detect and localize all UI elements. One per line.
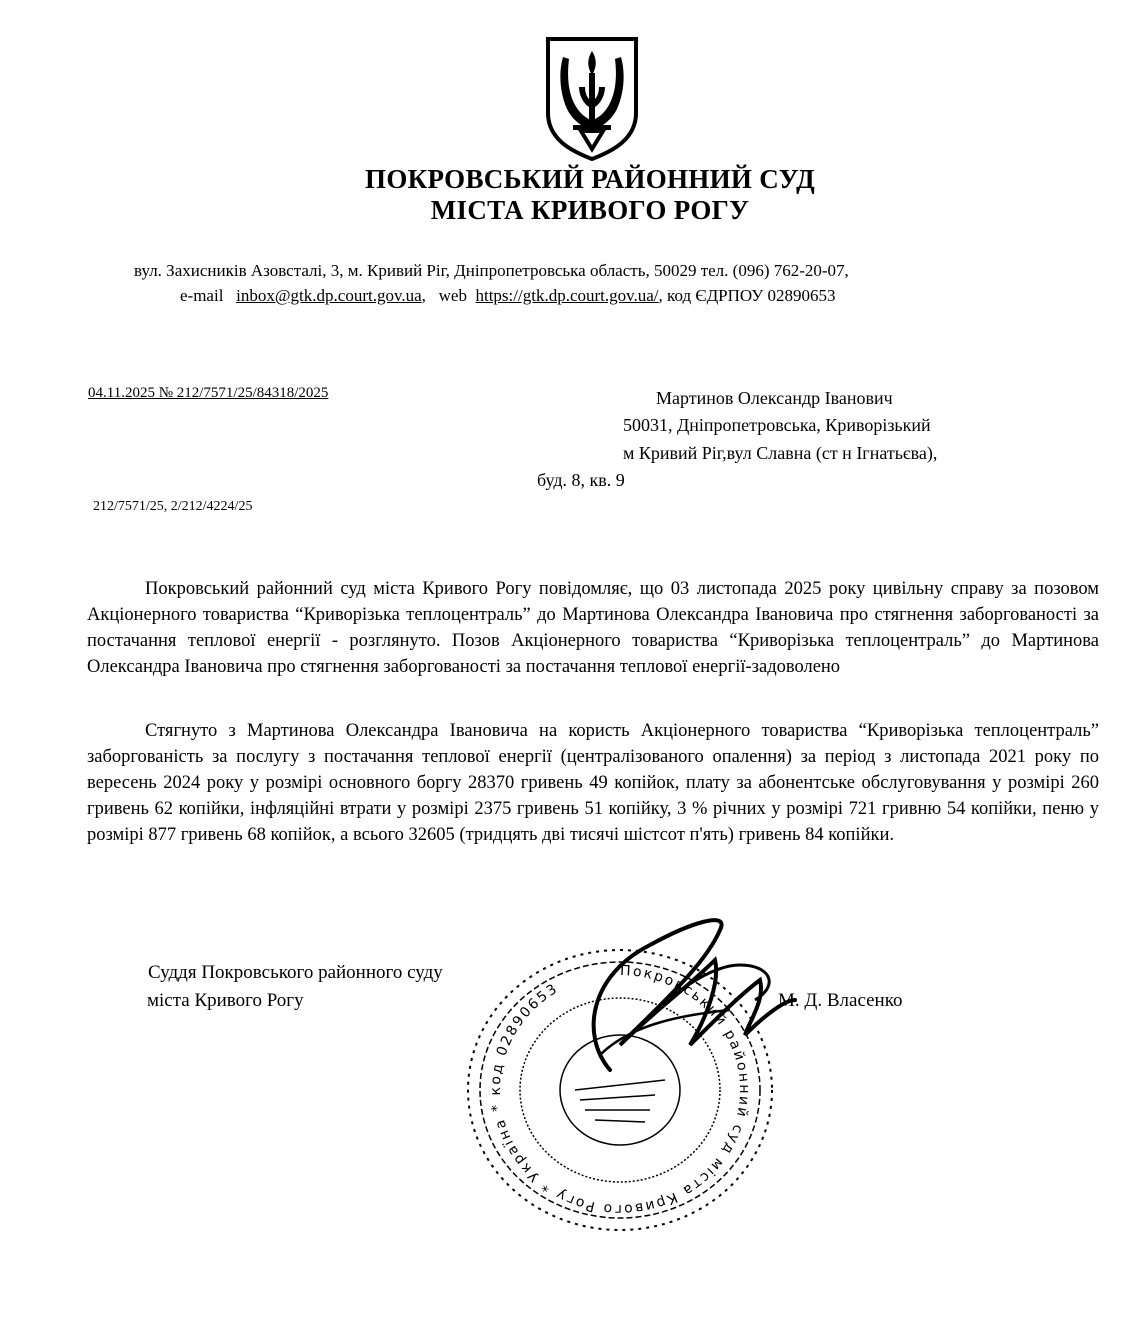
web-label: web: [438, 286, 467, 305]
judge-title-line1: Суддя Покровського районного суду: [148, 962, 443, 983]
edrpou-code: код ЄДРПОУ 02890653: [667, 286, 836, 305]
court-address: вул. Захисників Азовсталі, 3, м. Кривий Ріг, Дніпропетровська область, 50029 тел. (096) 762-20-07,: [134, 261, 849, 280]
email-link[interactable]: inbox@gtk.dp.court.gov.ua: [236, 286, 422, 305]
judge-title-line2: міста Кривого Рогу: [147, 990, 304, 1011]
court-contacts: e-mail inbox@gtk.dp.court.gov.ua, web https://gtk.dp.court.gov.ua/, код ЄДРПОУ 02890653: [180, 286, 836, 305]
recipient-address-line2: м Кривий Ріг,вул Славна (ст н Ігнатьєва),: [623, 443, 938, 463]
recipient-address-line3: буд. 8, кв. 9: [537, 470, 625, 490]
outgoing-number: 04.11.2025 № 212/7571/25/84318/2025: [88, 385, 329, 401]
notice-paragraph-2: Стягнуто з Мартинова Олександра Івановича на користь Акціонерного товариства “Криворізька теплоцентраль” заборгованість за послугу з постачання теплової енергії (централізованого опалення) за період з листопада 2021 року по вересень 2024 року у розмірі основного боргу 28370 гривень 49 копійок, плату за абонентське обслуговування у розмірі 260 гривень 62 копійки, інфляційні втрати у розмірі 2375 гривень 51 копійку, 3 % річних у розмірі 721 гривню 54 копійки, пеню у розмірі 877 гривень 68 копійок, а всього 32605 (тридцять дві тисячі шістсот п'ять) гривень 84 копійки.: [87, 721, 1099, 845]
trident-coat-of-arms-icon: [543, 35, 641, 163]
stamp-text: Покровський районний суд міста Кривого Рогу * Україна * код 02890653: [487, 962, 752, 1218]
recipient-address-line1: 50031, Дніпропетровська, Криворізький: [623, 415, 931, 435]
court-name-line1: ПОКРОВСЬКИЙ РАЙОННИЙ СУД: [365, 164, 815, 194]
judge-name: М. Д. Власенко: [778, 990, 903, 1011]
court-name-line2: МІСТА КРИВОГО РОГУ: [430, 195, 750, 225]
website-link[interactable]: https://gtk.dp.court.gov.ua/: [475, 286, 659, 305]
handwritten-signature-icon: [540, 905, 800, 1080]
recipient-name: Мартинов Олександр Іванович: [656, 388, 893, 408]
notice-paragraph-1: Покровський районний суд міста Кривого Рогу повідомляє, що 03 листопада 2025 року цивільну справу за позовом Акціонерного товариства “Криворізька теплоцентраль” до Мартинова Олександра Івановича про стягнення заборгованості за постачання теплової енергії - розглянуто. Позов Акціонерного товариства “Криворізька теплоцентраль” до Мартинова Олександра Івановича про стягнення заборгованості за постачання теплової енергії-задоволено: [87, 579, 1099, 677]
email-label: e-mail: [180, 286, 224, 305]
case-numbers: 212/7571/25, 2/212/4224/25: [93, 499, 253, 514]
